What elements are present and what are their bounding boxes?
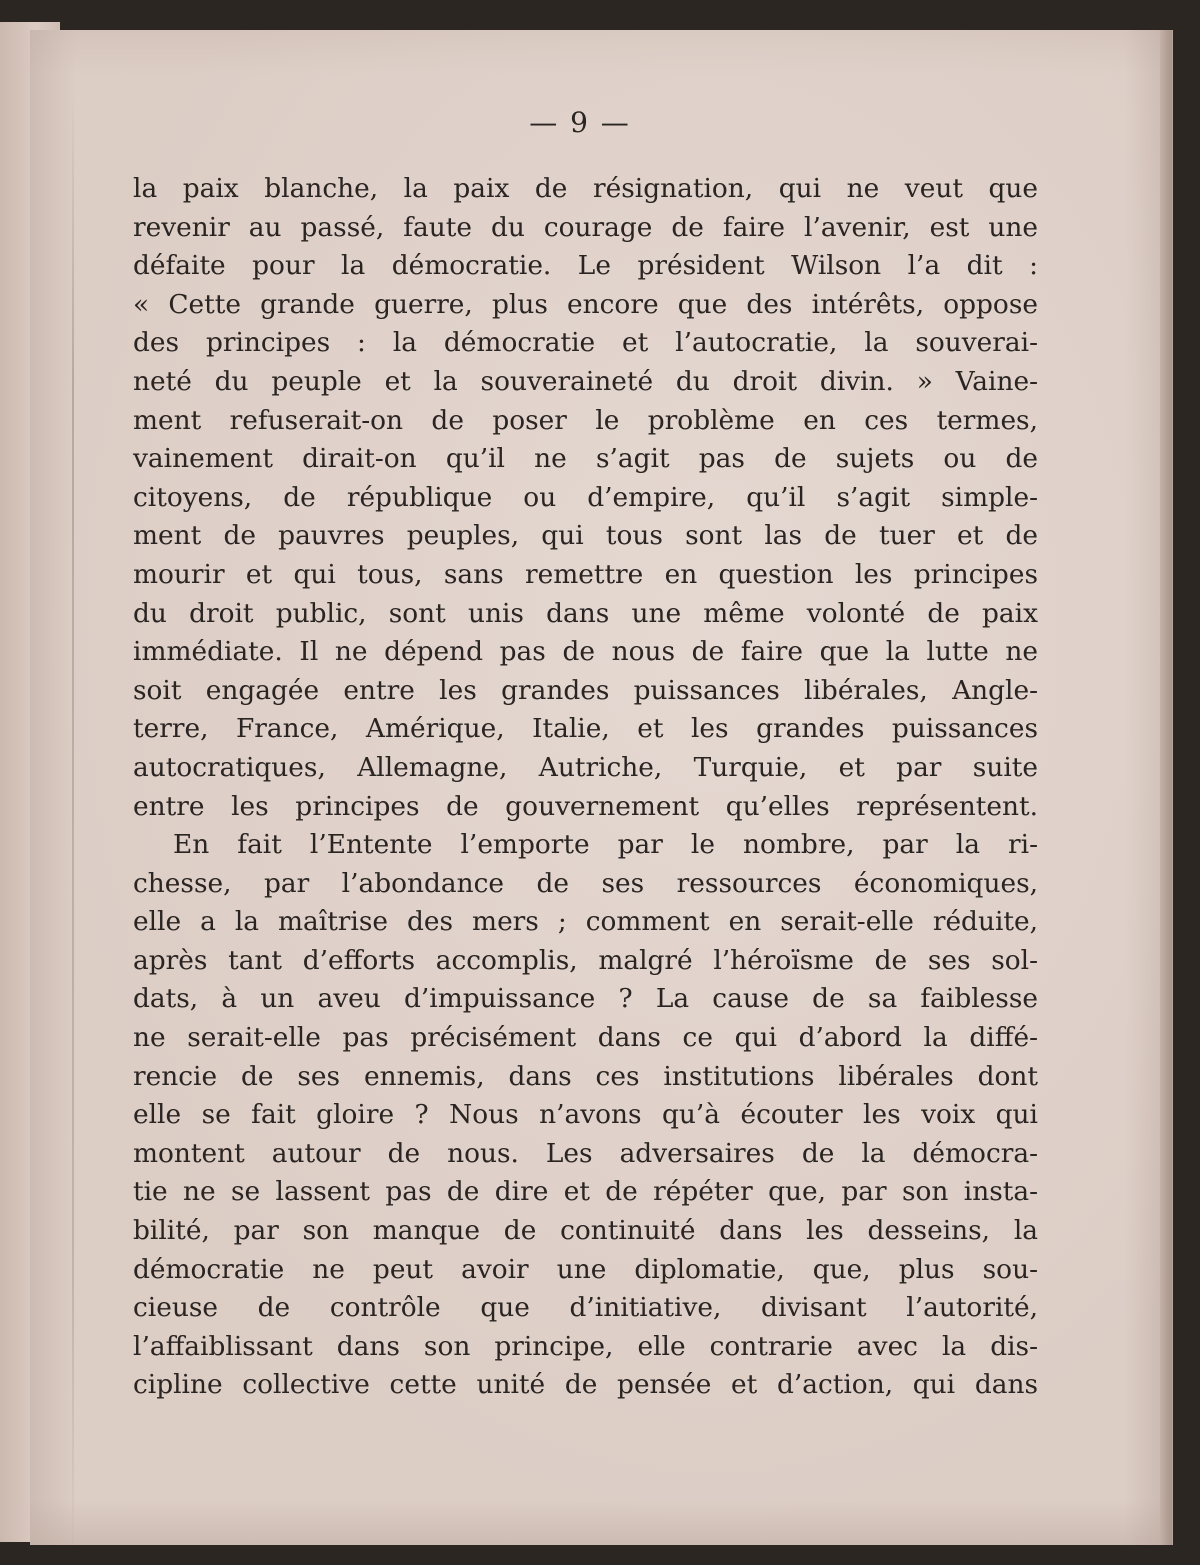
- body-text: [133, 170, 1038, 1405]
- text-line: défaite pour la démocratie. Le président Wilson l’a dit :: [133, 250, 1038, 282]
- text-line: neté du peuple et la souveraineté du droit divin. » Vaine-: [133, 365, 1038, 397]
- text-line: ne serait-elle pas précisément dans ce qui d’abord la diffé-: [133, 1022, 1038, 1054]
- text-line: ment refuserait-on de poser le problème en ces termes,: [133, 404, 1038, 436]
- text-line: l’affaiblissant dans son principe, elle contrarie avec la dis-: [133, 1330, 1038, 1362]
- text-line: des principes : la démocratie et l’autocratie, la souverai-: [133, 327, 1038, 359]
- text-line: cieuse de contrôle que d’initiative, divisant l’autorité,: [133, 1292, 1038, 1324]
- text-line: chesse, par l’abondance de ses ressources économiques,: [133, 867, 1038, 899]
- text-line: la paix blanche, la paix de résignation, qui ne veut que: [133, 173, 1038, 204]
- text-line: elle a la maîtrise des mers ; comment en serait-elle réduite,: [133, 906, 1038, 938]
- text-line: autocratiques, Allemagne, Autriche, Turquie, et par suite: [133, 751, 1038, 783]
- paragraph-start-line: En fait l’Entente l’emporte par le nombre, par la ri-: [173, 829, 1038, 861]
- text-line: montent autour de nous. Les adversaires de la démocra-: [133, 1137, 1038, 1169]
- text-line: elle se fait gloire ? Nous n’avons qu’à écouter les voix qui: [133, 1099, 1038, 1131]
- text-line: démocratie ne peut avoir une diplomatie, que, plus sou-: [133, 1253, 1038, 1285]
- gutter-crease: [72, 90, 74, 1565]
- text-line: ment de pauvres peuples, qui tous sont las de tuer et de: [133, 520, 1038, 552]
- text-line: citoyens, de république ou d’empire, qu’il s’agit simple-: [133, 481, 1038, 513]
- text-line: tie ne se lassent pas de dire et de répéter que, par son insta-: [133, 1176, 1038, 1208]
- text-line: terre, France, Amérique, Italie, et les grandes puissances: [133, 713, 1038, 745]
- text-line: vainement dirait-on qu’il ne s’agit pas de sujets ou de: [133, 443, 1038, 475]
- text-line: immédiate. Il ne dépend pas de nous de faire que la lutte ne: [133, 636, 1038, 668]
- text-line: revenir au passé, faute du courage de faire l’avenir, est une: [133, 211, 1038, 243]
- text-line: « Cette grande guerre, plus encore que des intérêts, oppose: [133, 288, 1038, 320]
- page-edge-shadow: [1160, 30, 1172, 1545]
- text-line: rencie de ses ennemis, dans ces institutions libérales dont: [133, 1060, 1038, 1092]
- text-line: bilité, par son manque de continuité dans les desseins, la: [133, 1215, 1038, 1247]
- text-line: dats, à un aveu d’impuissance ? La cause de sa faiblesse: [133, 983, 1038, 1015]
- text-line: cipline collective cette unité de pensée et d’action, qui dans: [133, 1369, 1038, 1401]
- text-line: entre les principes de gouvernement qu’elles représentent.: [133, 790, 1038, 822]
- text-line: soit engagée entre les grandes puissances libérales, Angle-: [133, 674, 1038, 706]
- text-line: du droit public, sont unis dans une même volonté de paix: [133, 597, 1038, 629]
- text-line: mourir et qui tous, sans remettre en question les principes: [133, 558, 1038, 590]
- page-number: — 9 —: [529, 106, 631, 139]
- text-line: après tant d’efforts accomplis, malgré l’héroïsme de ses sol-: [133, 944, 1038, 976]
